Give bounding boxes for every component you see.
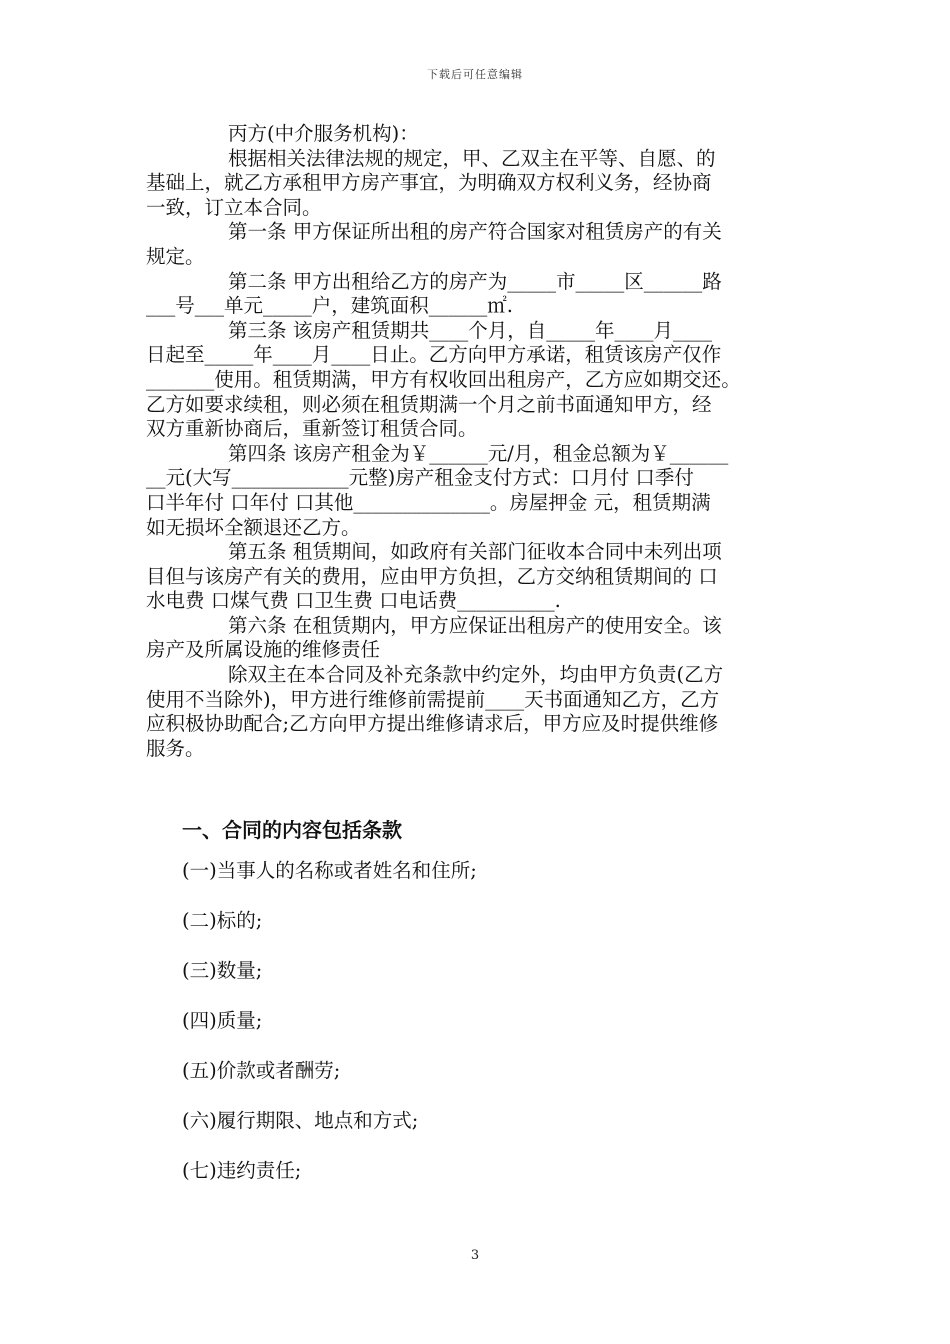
- contract-line: 房产及所属设施的维修责任: [146, 638, 381, 662]
- contract-line: 双方重新协商后，重新签订租赁合同。: [146, 417, 478, 441]
- list-item: (三)数量;: [182, 959, 263, 982]
- contract-line: 根据相关法律法规的规定，甲、乙双主在平等、自愿、的: [228, 146, 716, 170]
- section-heading: 一、合同的内容包括条款: [182, 818, 402, 842]
- page-number: 3: [470, 1248, 480, 1263]
- contract-line: 使用不当除外)，甲方进行维修前需提前____天书面通知乙方，乙方: [146, 687, 720, 711]
- contract-line: __元(大写____________元整)房产租金支付方式：口月付 口季付: [146, 466, 694, 490]
- contract-line: _______使用。租赁期满，甲方有权收回出租房产，乙方应如期交还。: [146, 367, 741, 391]
- contract-line: 第二条 甲方出租给乙方的房产为_____市_____区______路: [228, 269, 722, 293]
- list-item: (六)履行期限、地点和方式;: [182, 1109, 419, 1132]
- contract-body: [146, 122, 816, 761]
- contract-line: 目但与该房产有关的费用，应由甲方负担，乙方交纳租赁期间的 口: [146, 564, 718, 588]
- contract-line: 一致，订立本合同。: [146, 195, 322, 219]
- contract-line: 基础上，就乙方承租甲方房产事宜，为明确双方权利义务，经协商: [146, 171, 712, 195]
- contract-line: 第五条 租赁期间，如政府有关部门征收本合同中未列出项: [228, 540, 722, 564]
- contract-line: 第四条 该房产租金为￥______元/月，租金总额为￥______: [228, 441, 729, 465]
- contract-line: 第三条 该房产租赁期共____个月，自_____年____月____: [228, 318, 712, 342]
- list-item: (四)质量;: [182, 1009, 263, 1032]
- contract-line: 规定。: [146, 244, 205, 268]
- contract-line: 如无损坏全额退还乙方。: [146, 515, 361, 539]
- contract-line: 水电费 口煤气费 口卫生费 口电话费__________.: [146, 589, 561, 613]
- contract-line: 第六条 在租赁期内，甲方应保证出租房产的使用安全。该: [228, 613, 722, 637]
- contract-line: 丙方(中介服务机构)：: [228, 122, 419, 145]
- list-item: (五)价款或者酬劳;: [182, 1059, 341, 1082]
- contract-line: 除双主在本合同及补充条款中约定外，均由甲方负责(乙方: [228, 663, 724, 687]
- contract-line: 乙方如要求续租，则必须在租赁期满一个月之前书面通知甲方，经: [146, 392, 712, 416]
- list-item: (二)标的;: [182, 909, 263, 932]
- contract-line: ___号___单元_____户，建筑面积______㎡.: [146, 294, 513, 318]
- list-item: (七)违约责任;: [182, 1159, 302, 1182]
- contract-line: 日起至_____年____月____日止。乙方向甲方承诺，租赁该房产仅作: [146, 343, 722, 367]
- contract-terms-list: [182, 858, 477, 1208]
- contract-line: 第一条 甲方保证所出租的房产符合国家对租赁房产的有关: [228, 220, 722, 244]
- list-item: (一)当事人的名称或者姓名和住所;: [182, 859, 477, 882]
- contract-line: 服务。: [146, 736, 205, 760]
- contract-line: 口半年付 口年付 口其他______________。房屋押金 元，租赁期满: [146, 490, 711, 514]
- contract-line: 应积极协助配合;乙方向甲方提出维修请求后，甲方应及时提供维修: [146, 712, 719, 736]
- page-header: 下载后可任意编辑: [427, 68, 523, 81]
